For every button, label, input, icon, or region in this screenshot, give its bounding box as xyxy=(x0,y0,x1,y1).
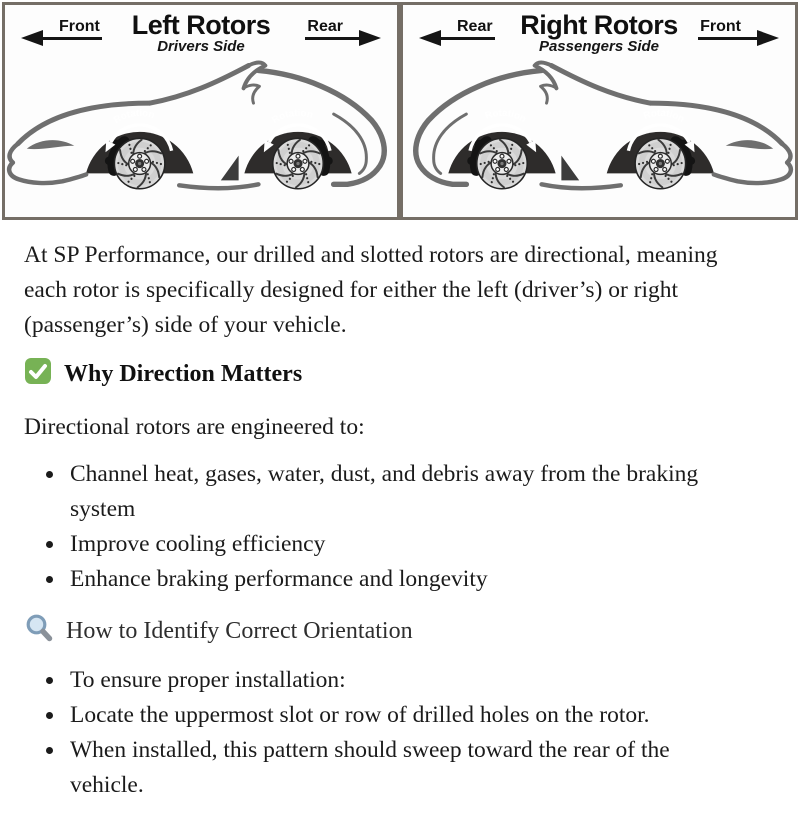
check-mark-emoji-icon xyxy=(24,357,52,392)
left-arrow-icon xyxy=(21,30,43,46)
panel-subtitle: Drivers Side xyxy=(157,38,245,55)
left-rotors-panel xyxy=(5,5,397,217)
rotation-label: Rotation xyxy=(270,107,315,127)
benefits-list xyxy=(24,457,744,597)
svg-text:Rotation xyxy=(112,108,156,126)
list-item: • Locate the uppermost slot or row of drilled holes on the rotor. xyxy=(66,698,744,733)
rotation-label: Rotation xyxy=(111,107,156,127)
left-arrow-icon xyxy=(419,30,441,46)
section-heading-text: How to Identify Correct Orientation xyxy=(66,617,413,644)
right-arrow-icon xyxy=(757,30,779,46)
left-car-illustration xyxy=(5,57,397,215)
panel-title: Right Rotors xyxy=(520,10,678,40)
section-heading-identify-orientation xyxy=(24,613,744,649)
rear-direction-label xyxy=(307,19,343,42)
panel-subtitle: Passengers Side xyxy=(538,38,660,55)
magnifying-glass-emoji-icon xyxy=(24,613,54,649)
list-item: • When installed, this pattern should sweep toward the rear of the vehicle. xyxy=(66,733,744,803)
article-body xyxy=(0,238,800,833)
arrow-shaft xyxy=(305,37,359,41)
arrow-shaft xyxy=(43,37,102,41)
panel-title: Left Rotors xyxy=(131,10,271,40)
section-heading-text: Why Direction Matters xyxy=(64,361,303,387)
list-item: • Enhance braking performance and longevity xyxy=(66,562,744,597)
front-label-text: Front xyxy=(700,18,741,35)
list-item: • To ensure proper installation: xyxy=(66,663,744,698)
intro-paragraph: At SP Performance, our drilled and slotted rotors are directional, meaning each rotor is specifically designed for either the left (driver’s) or right (passenger’s) side of your vehicle. xyxy=(24,242,718,338)
rotation-label: Rotation xyxy=(642,107,687,126)
orientation-list xyxy=(24,663,744,803)
front-direction-label xyxy=(700,19,741,42)
list-item: • Improve cooling efficiency xyxy=(66,527,744,562)
arrow-shaft xyxy=(441,37,495,41)
front-direction-label xyxy=(59,19,100,42)
arrow-shaft xyxy=(698,37,757,41)
rear-label-text: Rear xyxy=(307,18,343,35)
list-item: • Channel heat, gases, water, dust, and debris away from the braking system xyxy=(66,457,744,527)
rear-label-text: Rear xyxy=(457,18,493,35)
right-rotors-panel xyxy=(397,5,795,217)
front-label-text: Front xyxy=(59,18,100,35)
svg-text:Rotation xyxy=(270,108,314,126)
right-car-illustration xyxy=(403,57,795,215)
svg-text:Rotation xyxy=(484,108,528,125)
section-heading-why-direction-matters xyxy=(24,357,744,392)
rear-direction-label xyxy=(457,19,493,42)
rotor-direction-diagram xyxy=(2,2,798,220)
rotation-label: Rotation xyxy=(483,107,528,126)
right-arrow-icon xyxy=(359,30,381,46)
section-lead: Directional rotors are engineered to: xyxy=(24,414,365,440)
svg-text:Rotation xyxy=(642,108,686,125)
